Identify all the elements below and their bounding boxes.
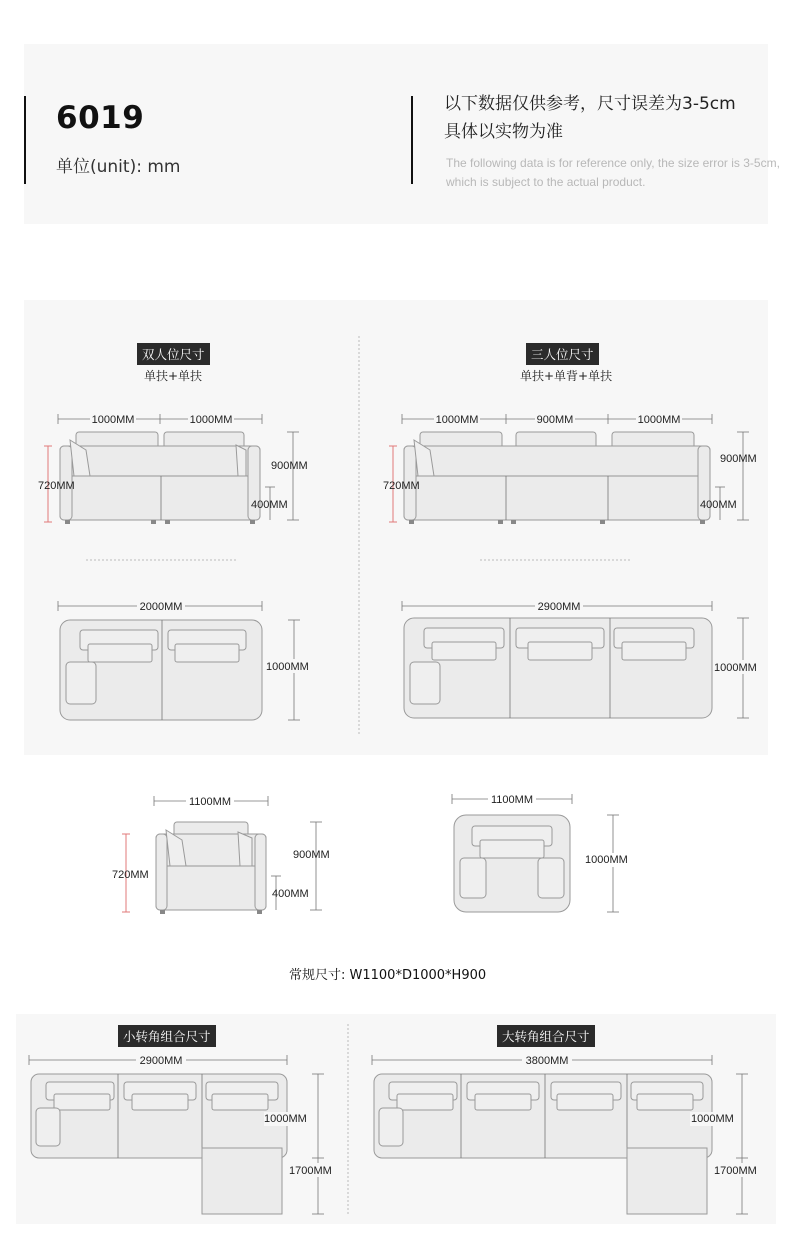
small-corner-width-label: 2900MM [139,1055,183,1067]
small-corner-title: 小转角组合尺寸 [118,1025,216,1047]
large-corner-chaise-label: 1700MM [714,1165,757,1177]
two-seat-seg2-label: 1000MM [189,414,233,426]
single-seat-width-label: 1100MM [189,796,231,808]
two-seat-depth-label: 1000MM [266,661,309,673]
two-seat-top-view [60,620,262,720]
two-seat-width-label: 2000MM [139,601,183,613]
two-seat-seg1-label: 1000MM [91,414,135,426]
regular-size: 常规尺寸: W1100*D1000*H900 [289,968,487,983]
large-corner-top-view [374,1074,712,1214]
three-seat-depth-label: 1000MM [714,662,757,674]
three-seat-seat-height-label: 400MM [700,499,737,511]
three-seat-title: 三人位尺寸 [526,343,599,365]
single-seat-seat-height-label: 400MM [272,888,309,900]
large-corner-width-label: 3800MM [525,1055,569,1067]
disclaimer-cn-line2: 具体以实物为准 [444,122,563,142]
three-seat-top-view [404,618,712,718]
small-corner-top-view [31,1074,287,1214]
two-seat-front-view [60,432,260,524]
small-corner-chaise-label: 1700MM [289,1165,332,1177]
three-seat-seg3-label: 1000MM [637,414,681,426]
three-seat-subtitle: 单扶+单背+单扶 [520,369,613,383]
single-seat-top-view [454,815,570,912]
large-corner-depth-label: 1000MM [691,1113,734,1125]
large-corner-title: 大转角组合尺寸 [497,1025,595,1047]
model-number: 6019 [56,100,145,136]
disclaimer-en: The following data is for reference only, the size error is 3-5cm, which is subject to the actual product. [446,156,780,189]
three-seat-height-label: 900MM [720,453,757,465]
small-corner-depth-label: 1000MM [264,1113,307,1125]
three-seat-seg2-label: 900MM [536,414,574,426]
three-seat-front-view [404,432,710,524]
two-seat-arm-height-label: 720MM [38,480,75,492]
single-seat-depth-label: 1000MM [585,854,628,866]
two-seat-height-label: 900MM [271,460,308,472]
three-seat-arm-height-label: 720MM [383,480,420,492]
disclaimer-cn-line1: 以下数据仅供参考，尺寸误差为3-5cm [444,94,736,114]
single-seat-height-label: 900MM [293,849,330,861]
two-seat-seat-height-label: 400MM [251,499,288,511]
three-seat-seg1-label: 1000MM [435,414,479,426]
unit-label: 单位(unit): mm [56,157,181,177]
three-seat-width-label: 2900MM [537,601,581,613]
single-seat-front-view [156,822,266,914]
single-seat-arm-height-label: 720MM [112,869,149,881]
two-seat-subtitle: 单扶+单扶 [144,369,203,383]
single-seat-top-width-label: 1100MM [491,794,533,806]
two-seat-title: 双人位尺寸 [137,343,210,365]
